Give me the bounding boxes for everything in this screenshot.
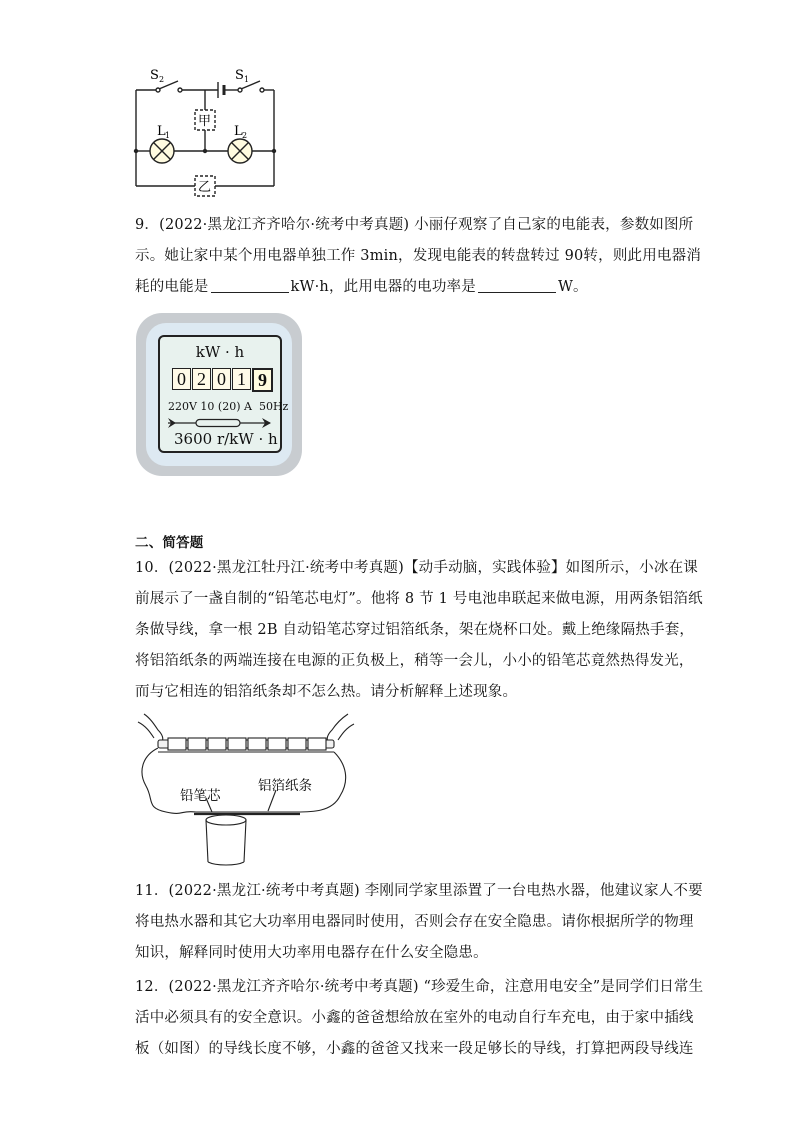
- q10-line5: 而与它相连的铝箔纸条却不怎么热。请分析解释上述现象。: [135, 684, 518, 700]
- label-l2-sub: 2: [242, 131, 248, 140]
- q12-line2: 活中必须具有的安全意识。小鑫的爸爸想给放在室外的电动自行车充电，由于家中插线: [135, 1010, 694, 1026]
- q9-line3-a: 耗的电能是: [135, 279, 209, 295]
- meter-face: [158, 335, 289, 453]
- electric-meter: [136, 313, 302, 476]
- q12-line1: 12．(2022·黑龙江齐齐哈尔·统考中考真题) “珍爱生命，注意用电安全”是同学们日常生: [135, 979, 704, 995]
- meter-digit: 0: [212, 368, 231, 390]
- label-s2: S: [150, 68, 159, 83]
- q11-line1: 11．(2022·黑龙江·统考中考真题) 李刚同学家里添置了一台电热水器，他建议家人不要: [135, 883, 703, 899]
- label-l1-sub: 1: [165, 131, 171, 140]
- label-pencil-lead: 铅笔芯: [180, 788, 221, 804]
- meter-bezel: [146, 323, 292, 466]
- meter-digit: 2: [192, 368, 211, 390]
- q12-line3: 板（如图）的导线长度不够，小鑫的爸爸又找来一段足够长的导线，打算把两段导线连: [135, 1041, 694, 1057]
- box-yi-label: 乙: [198, 180, 212, 195]
- q10-line1: 10．(2022·黑龙江牡丹江·统考中考真题)【动手动脑，实践体验】如图所示，小冰在课: [135, 560, 698, 576]
- label-s1: S: [235, 68, 244, 83]
- meter-rating: 3600 r/kW · h: [174, 430, 278, 448]
- section-title: 二、简答题: [135, 535, 204, 551]
- q9-line2: 示。她让家中某个用电器单独工作 3min，发现电能表的转盘转过 90转，则此用电器消: [135, 248, 702, 264]
- label-l2: L: [234, 124, 243, 139]
- meter-spec-voltage-current: 220V 10 (20) A: [168, 400, 252, 413]
- meter-digit-decimal: 9: [252, 368, 273, 392]
- q11-line3: 知识，解释同时使用大功率用电器存在什么安全隐患。: [135, 945, 488, 961]
- answer-blank-energy[interactable]: [211, 278, 289, 293]
- q9-line3-b: kW·h，此用电器的电功率是: [290, 279, 476, 295]
- q10-line3: 条做导线，拿一根 2B 自动铅笔芯穿过铝箔纸条，架在烧杯口处。戴上绝缘隔热手套，: [135, 622, 695, 638]
- label-s2-sub: 2: [159, 75, 165, 84]
- q9-line3-c: W。: [557, 279, 588, 295]
- q10-line4: 将铝箔纸条的两端连接在电源的正负极上，稍等一会儿，小小的铅笔芯竟然热得发光，: [135, 653, 694, 669]
- label-foil-strip: 铝箔纸条: [258, 778, 312, 794]
- answer-blank-power[interactable]: [478, 278, 556, 293]
- q10-line2: 前展示了一盏自制的“铅笔芯电灯”。他将 8 节 1 号电池串联起来做电源，用两条铝箔纸: [135, 591, 703, 607]
- label-s1-sub: 1: [244, 75, 250, 84]
- circuit-diagram: [128, 62, 288, 198]
- q11-line2: 将电热水器和其它大功率用电器同时使用，否则会存在安全隐患。请你根据所学的物理: [135, 914, 694, 930]
- pencil-lamp-illustration: [136, 708, 356, 868]
- meter-digit: 0: [172, 368, 191, 390]
- meter-digits: [172, 368, 274, 392]
- meter-spec: [168, 400, 288, 413]
- label-l1: L: [157, 124, 166, 139]
- meter-spec-frequency: 50Hz: [258, 400, 289, 413]
- q9-line3: [135, 275, 588, 296]
- meter-digit: 1: [232, 368, 251, 390]
- meter-rotor-arrow-icon: [166, 417, 274, 429]
- box-jia-label: 甲: [198, 114, 212, 129]
- meter-unit: kW · h: [195, 343, 245, 361]
- q9-line1: 9．(2022·黑龙江齐齐哈尔·统考中考真题) 小丽仔观察了自己家的电能表，参数如图所: [135, 217, 694, 233]
